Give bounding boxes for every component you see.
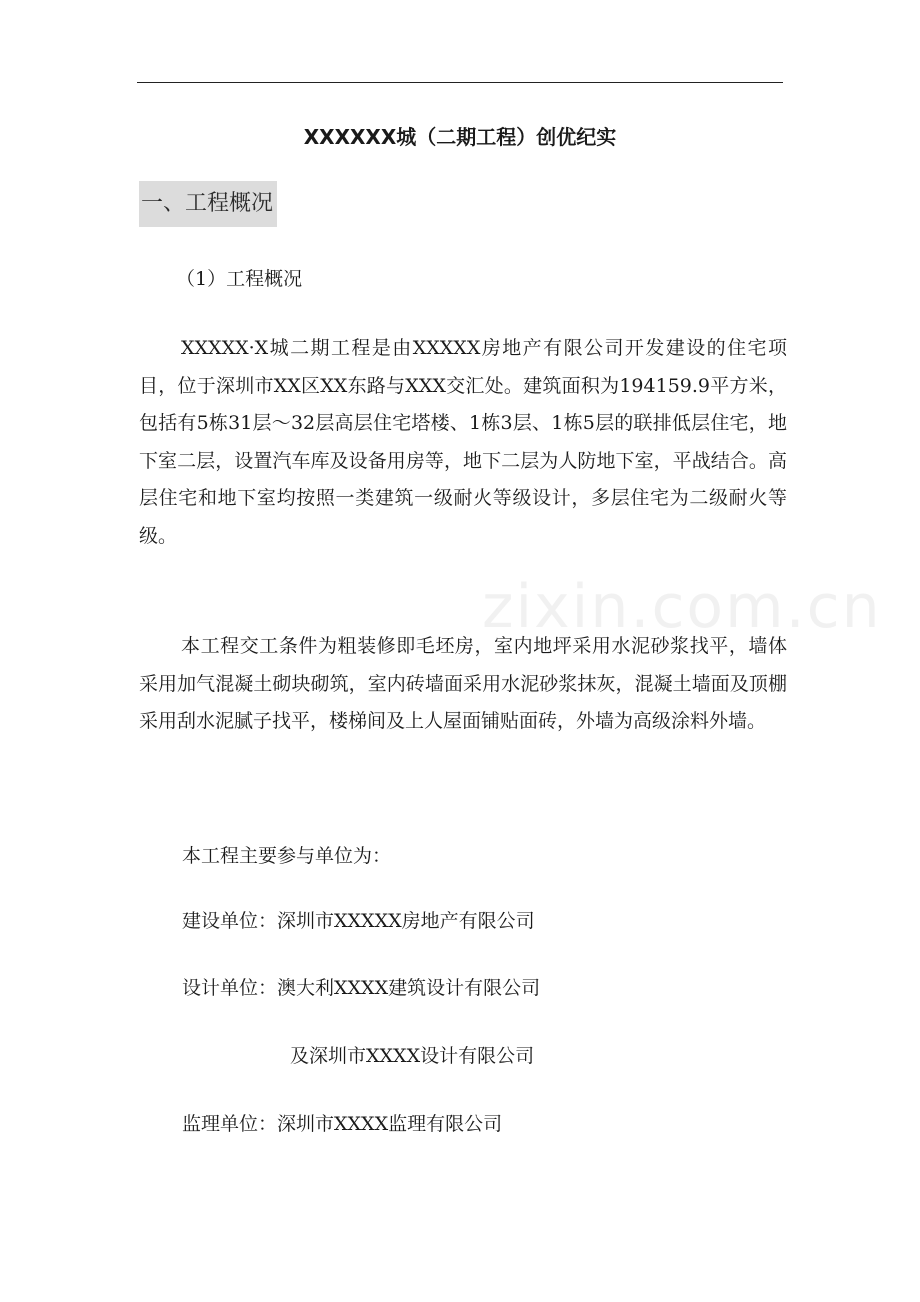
watermark: zixin.com.cn [482, 572, 882, 642]
delivery-conditions-paragraph: 本工程交工条件为粗装修即毛坯房，室内地坪采用水泥砂浆找平，墙体采用加气混凝土砌块砌筑，室内砖墙面采用水泥砂浆抹灰，混凝土墙面及顶棚采用刮水泥腻子找平，楼梯间及上人屋面铺贴面砖，外墙为高级涂料外墙。 [139, 635, 787, 732]
designer-line: 设计单位：澳大利XXXX建筑设计有限公司 [182, 977, 541, 999]
designer-second-line: 及深圳市XXXX设计有限公司 [290, 1045, 535, 1067]
document-title: XXXXXX城（二期工程）创优纪实 [303, 125, 617, 149]
subheading: （1）工程概况 [176, 268, 303, 290]
header-rule [137, 82, 783, 83]
supervisor-line: 监理单位：深圳市XXXX监理有限公司 [182, 1113, 503, 1135]
builder-line: 建设单位：深圳市XXXXX房地产有限公司 [182, 910, 535, 932]
section-heading: 一、工程概况 [139, 181, 277, 227]
overview-paragraph: XXXXX·X城二期工程是由XXXXX房地产有限公司开发建设的住宅项目，位于深圳市XX区XX东路与XXX交汇处。建筑面积为194159.9平方米，包括有5栋31层～32层高层住宅塔楼、1栋3层、1栋5层的联排低层住宅，地下室二层，设置汽车库及设备用房等，地下二层为人防地下室，平战结合。高层住宅和地下室均按照一类建筑一级耐火等级设计，多层住宅为二级耐火等级。 [139, 337, 787, 547]
participants-intro: 本工程主要参与单位为： [182, 845, 392, 867]
